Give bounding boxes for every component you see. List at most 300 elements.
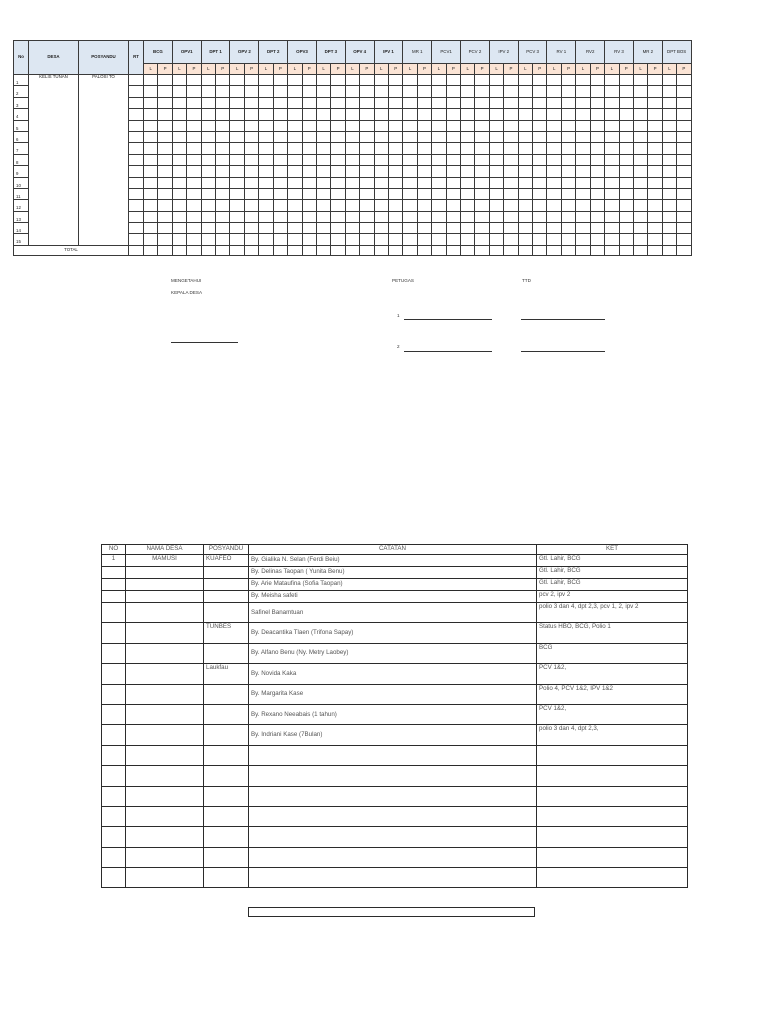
count-cell: [345, 154, 359, 165]
count-cell: [475, 154, 489, 165]
count-cell: [331, 177, 345, 188]
count-cell: [230, 75, 244, 86]
count-cell: [662, 109, 676, 120]
count-cell: [633, 234, 647, 245]
count-cell: [374, 75, 388, 86]
count-cell: [633, 177, 647, 188]
count-cell: [360, 75, 374, 86]
count-cell: [662, 75, 676, 86]
officer-name-line-2: [404, 351, 492, 352]
total-cell: [403, 245, 417, 255]
count-cell: [187, 97, 201, 108]
count-cell: [403, 131, 417, 142]
count-cell: [388, 131, 402, 142]
count-cell: [230, 200, 244, 211]
count-cell: [259, 154, 273, 165]
count-cell: [619, 131, 633, 142]
notes-posyandu-cell: [204, 745, 249, 765]
count-cell: [432, 166, 446, 177]
gender-male-header: L: [576, 64, 590, 75]
count-cell: [475, 223, 489, 234]
notes-posyandu-cell: KUAFEO: [204, 555, 249, 567]
count-cell: [360, 109, 374, 120]
vaccine-header: IPV 2: [489, 41, 518, 64]
count-cell: [561, 234, 575, 245]
count-cell: [432, 200, 446, 211]
count-cell: [432, 143, 446, 154]
rt-cell: [129, 200, 144, 211]
gender-male-header: L: [633, 64, 647, 75]
gender-male-header: L: [144, 64, 158, 75]
officer-signature-line-2: [521, 351, 605, 352]
count-cell: [446, 177, 460, 188]
count-cell: [374, 120, 388, 131]
count-cell: [446, 97, 460, 108]
count-cell: [432, 177, 446, 188]
count-cell: [360, 143, 374, 154]
count-cell: [475, 211, 489, 222]
count-cell: [446, 223, 460, 234]
count-cell: [590, 109, 604, 120]
notes-ket-cell: Status HBO, BCG, Polio 1: [537, 623, 688, 643]
count-cell: [576, 223, 590, 234]
count-cell: [662, 234, 676, 245]
count-cell: [316, 200, 330, 211]
count-cell: [662, 86, 676, 97]
count-cell: [619, 200, 633, 211]
count-cell: [446, 86, 460, 97]
notes-desa-cell: [126, 745, 204, 765]
count-cell: [374, 86, 388, 97]
notes-ket-cell: pcv 2, ipv 2: [537, 591, 688, 603]
count-cell: [201, 211, 215, 222]
count-cell: [561, 166, 575, 177]
count-cell: [273, 131, 287, 142]
count-cell: [533, 211, 547, 222]
vaccine-header: OPV3: [288, 41, 317, 64]
count-cell: [403, 211, 417, 222]
count-cell: [633, 154, 647, 165]
count-cell: [273, 200, 287, 211]
count-cell: [605, 131, 619, 142]
count-cell: [489, 120, 503, 131]
count-cell: [273, 234, 287, 245]
count-cell: [230, 120, 244, 131]
count-cell: [633, 188, 647, 199]
total-cell: [201, 245, 215, 255]
total-cell: [590, 245, 604, 255]
count-cell: [316, 75, 330, 86]
count-cell: [561, 120, 575, 131]
row-number: 5: [14, 120, 29, 131]
count-cell: [561, 75, 575, 86]
count-cell: [576, 86, 590, 97]
vaccine-header: DPT 2: [259, 41, 288, 64]
count-cell: [619, 143, 633, 154]
row-number: 11: [14, 188, 29, 199]
count-cell: [648, 109, 662, 120]
vaccine-header: PCV 2: [461, 41, 490, 64]
count-cell: [547, 86, 561, 97]
count-cell: [388, 75, 402, 86]
count-cell: [446, 188, 460, 199]
count-cell: [331, 188, 345, 199]
count-cell: [230, 223, 244, 234]
count-cell: [158, 154, 172, 165]
gender-female-header: P: [475, 64, 489, 75]
count-cell: [259, 97, 273, 108]
count-cell: [518, 120, 532, 131]
notes-desa-cell: [126, 704, 204, 724]
count-cell: [144, 131, 158, 142]
notes-catatan-cell: Safinel Banamtuan: [249, 603, 537, 623]
gender-male-header: L: [172, 64, 186, 75]
count-cell: [345, 188, 359, 199]
count-cell: [605, 166, 619, 177]
count-cell: [504, 223, 518, 234]
gender-male-header: L: [230, 64, 244, 75]
count-cell: [417, 223, 431, 234]
count-cell: [417, 86, 431, 97]
total-cell: [259, 245, 273, 255]
count-cell: [172, 120, 186, 131]
count-cell: [619, 120, 633, 131]
count-cell: [259, 177, 273, 188]
count-cell: [187, 86, 201, 97]
row-number: 13: [14, 211, 29, 222]
count-cell: [273, 177, 287, 188]
notes-no-cell: [102, 579, 126, 591]
notes-desa-cell: [126, 827, 204, 847]
count-cell: [504, 97, 518, 108]
total-cell: [374, 245, 388, 255]
rt-cell: [129, 109, 144, 120]
count-cell: [244, 154, 258, 165]
notes-posyandu-cell: [204, 868, 249, 888]
count-cell: [475, 188, 489, 199]
total-cell: [144, 245, 158, 255]
gender-male-header: L: [201, 64, 215, 75]
count-cell: [259, 188, 273, 199]
count-cell: [475, 143, 489, 154]
count-cell: [403, 166, 417, 177]
total-cell: [273, 245, 287, 255]
notes-posyandu-cell: [204, 725, 249, 745]
total-cell: [158, 245, 172, 255]
count-cell: [576, 166, 590, 177]
notes-catatan-cell: [249, 827, 537, 847]
count-cell: [360, 223, 374, 234]
count-cell: [316, 188, 330, 199]
vaccine-header: OPV 2: [230, 41, 259, 64]
count-cell: [216, 188, 230, 199]
count-cell: [360, 234, 374, 245]
notes-ket-cell: Polio 4, PCV 1&2, IPV 1&2: [537, 684, 688, 704]
count-cell: [374, 200, 388, 211]
count-cell: [302, 75, 316, 86]
notes-desa-cell: [126, 684, 204, 704]
count-cell: [230, 177, 244, 188]
count-cell: [388, 154, 402, 165]
total-cell: [417, 245, 431, 255]
count-cell: [144, 223, 158, 234]
count-cell: [533, 177, 547, 188]
gender-male-header: L: [461, 64, 475, 75]
count-cell: [316, 143, 330, 154]
notes-ket-cell: [537, 868, 688, 888]
count-cell: [489, 234, 503, 245]
count-cell: [259, 131, 273, 142]
count-cell: [461, 120, 475, 131]
count-cell: [677, 211, 691, 222]
count-cell: [475, 120, 489, 131]
count-cell: [302, 234, 316, 245]
count-cell: [547, 120, 561, 131]
total-cell: [518, 245, 532, 255]
row-number: 3: [14, 97, 29, 108]
count-cell: [172, 97, 186, 108]
count-cell: [216, 200, 230, 211]
count-cell: [187, 166, 201, 177]
count-cell: [475, 86, 489, 97]
count-cell: [533, 154, 547, 165]
count-cell: [504, 86, 518, 97]
count-cell: [417, 131, 431, 142]
count-cell: [576, 154, 590, 165]
count-cell: [561, 143, 575, 154]
total-cell: [446, 245, 460, 255]
count-cell: [518, 109, 532, 120]
count-cell: [648, 200, 662, 211]
count-cell: [230, 211, 244, 222]
count-cell: [230, 154, 244, 165]
notes-posyandu-cell: [204, 567, 249, 579]
notes-posyandu-cell: Laukfau: [204, 664, 249, 684]
total-cell: [489, 245, 503, 255]
count-cell: [605, 234, 619, 245]
notes-posyandu-cell: [204, 704, 249, 724]
count-cell: [187, 177, 201, 188]
notes-row: [102, 623, 688, 643]
count-cell: [172, 188, 186, 199]
count-cell: [201, 200, 215, 211]
notes-header-ket: KET: [537, 545, 688, 555]
count-cell: [144, 86, 158, 97]
count-cell: [590, 166, 604, 177]
count-cell: [605, 223, 619, 234]
count-cell: [388, 86, 402, 97]
count-cell: [432, 75, 446, 86]
notes-ket-cell: Gtl. Lahir, BCG: [537, 555, 688, 567]
count-cell: [331, 234, 345, 245]
count-cell: [259, 166, 273, 177]
count-cell: [432, 223, 446, 234]
count-cell: [648, 166, 662, 177]
total-cell: [432, 245, 446, 255]
count-cell: [288, 188, 302, 199]
count-cell: [388, 120, 402, 131]
count-cell: [172, 211, 186, 222]
count-cell: [461, 143, 475, 154]
count-cell: [216, 211, 230, 222]
notes-no-cell: [102, 786, 126, 806]
gender-male-header: L: [605, 64, 619, 75]
gender-female-header: P: [561, 64, 575, 75]
total-cell: [461, 245, 475, 255]
count-cell: [230, 86, 244, 97]
count-cell: [259, 143, 273, 154]
notes-row: [102, 786, 688, 806]
count-cell: [345, 177, 359, 188]
count-cell: [619, 177, 633, 188]
count-cell: [461, 234, 475, 245]
count-cell: [619, 223, 633, 234]
total-cell: [677, 245, 691, 255]
notes-posyandu-cell: [204, 643, 249, 663]
count-cell: [144, 188, 158, 199]
count-cell: [331, 166, 345, 177]
notes-catatan-cell: [249, 806, 537, 826]
total-cell: [316, 245, 330, 255]
count-cell: [475, 177, 489, 188]
count-cell: [360, 211, 374, 222]
count-cell: [288, 143, 302, 154]
count-cell: [316, 223, 330, 234]
count-cell: [561, 223, 575, 234]
count-cell: [316, 211, 330, 222]
count-cell: [259, 120, 273, 131]
notes-desa-cell: [126, 847, 204, 867]
count-cell: [158, 86, 172, 97]
gender-female-header: P: [446, 64, 460, 75]
count-cell: [403, 143, 417, 154]
count-cell: [345, 109, 359, 120]
notes-catatan-cell: By. Gialika N. Selan (Ferdi Beiu): [249, 555, 537, 567]
vaccine-header: RV2: [576, 41, 605, 64]
count-cell: [633, 200, 647, 211]
count-cell: [172, 75, 186, 86]
count-cell: [345, 211, 359, 222]
notes-no-cell: [102, 567, 126, 579]
gender-male-header: L: [374, 64, 388, 75]
count-cell: [605, 200, 619, 211]
count-cell: [331, 120, 345, 131]
notes-row: [102, 745, 688, 765]
count-cell: [201, 120, 215, 131]
count-cell: [561, 200, 575, 211]
rt-cell: [129, 75, 144, 86]
notes-desa-cell: [126, 786, 204, 806]
count-cell: [388, 166, 402, 177]
count-cell: [388, 177, 402, 188]
count-cell: [662, 211, 676, 222]
count-cell: [374, 97, 388, 108]
count-cell: [432, 211, 446, 222]
gender-female-header: P: [504, 64, 518, 75]
count-cell: [677, 177, 691, 188]
count-cell: [288, 97, 302, 108]
row-number: 10: [14, 177, 29, 188]
count-cell: [273, 143, 287, 154]
count-cell: [302, 200, 316, 211]
immunization-table: [13, 40, 692, 256]
vaccine-header: BCG: [144, 41, 173, 64]
count-cell: [244, 200, 258, 211]
notes-ket-cell: [537, 786, 688, 806]
count-cell: [331, 86, 345, 97]
total-cell: [331, 245, 345, 255]
petugas-label: PETUGAS: [392, 278, 414, 283]
count-cell: [662, 143, 676, 154]
count-cell: [388, 97, 402, 108]
count-cell: [677, 97, 691, 108]
count-cell: [576, 120, 590, 131]
count-cell: [273, 188, 287, 199]
count-cell: [648, 97, 662, 108]
row-number: 14: [14, 223, 29, 234]
gender-female-header: P: [273, 64, 287, 75]
count-cell: [576, 234, 590, 245]
count-cell: [201, 234, 215, 245]
gender-female-header: P: [533, 64, 547, 75]
vaccine-header: DPT 3: [316, 41, 345, 64]
count-cell: [259, 200, 273, 211]
count-cell: [677, 86, 691, 97]
notes-header-catatan: CATATAN: [249, 545, 537, 555]
count-cell: [547, 211, 561, 222]
vaccine-header: MR 2: [633, 41, 662, 64]
notes-catatan-cell: [249, 766, 537, 786]
count-cell: [619, 166, 633, 177]
count-cell: [187, 131, 201, 142]
rt-cell: [129, 143, 144, 154]
gender-male-header: L: [288, 64, 302, 75]
notes-desa-cell: [126, 591, 204, 603]
rt-cell: [129, 234, 144, 245]
count-cell: [230, 234, 244, 245]
count-cell: [288, 234, 302, 245]
count-cell: [201, 109, 215, 120]
header-rt: RT: [129, 41, 144, 75]
count-cell: [576, 143, 590, 154]
notes-row: [102, 591, 688, 603]
count-cell: [605, 109, 619, 120]
count-cell: [446, 143, 460, 154]
count-cell: [677, 200, 691, 211]
count-cell: [648, 154, 662, 165]
total-cell: [288, 245, 302, 255]
count-cell: [446, 166, 460, 177]
count-cell: [172, 234, 186, 245]
count-cell: [201, 177, 215, 188]
desa-cell: KELIS TUNAN: [29, 75, 79, 246]
count-cell: [417, 75, 431, 86]
count-cell: [504, 75, 518, 86]
count-cell: [633, 211, 647, 222]
count-cell: [648, 120, 662, 131]
count-cell: [360, 166, 374, 177]
notes-posyandu-cell: [204, 603, 249, 623]
count-cell: [547, 143, 561, 154]
count-cell: [158, 97, 172, 108]
notes-no-cell: [102, 745, 126, 765]
count-cell: [576, 200, 590, 211]
count-cell: [201, 143, 215, 154]
count-cell: [302, 120, 316, 131]
count-cell: [288, 177, 302, 188]
gender-male-header: L: [432, 64, 446, 75]
count-cell: [216, 166, 230, 177]
